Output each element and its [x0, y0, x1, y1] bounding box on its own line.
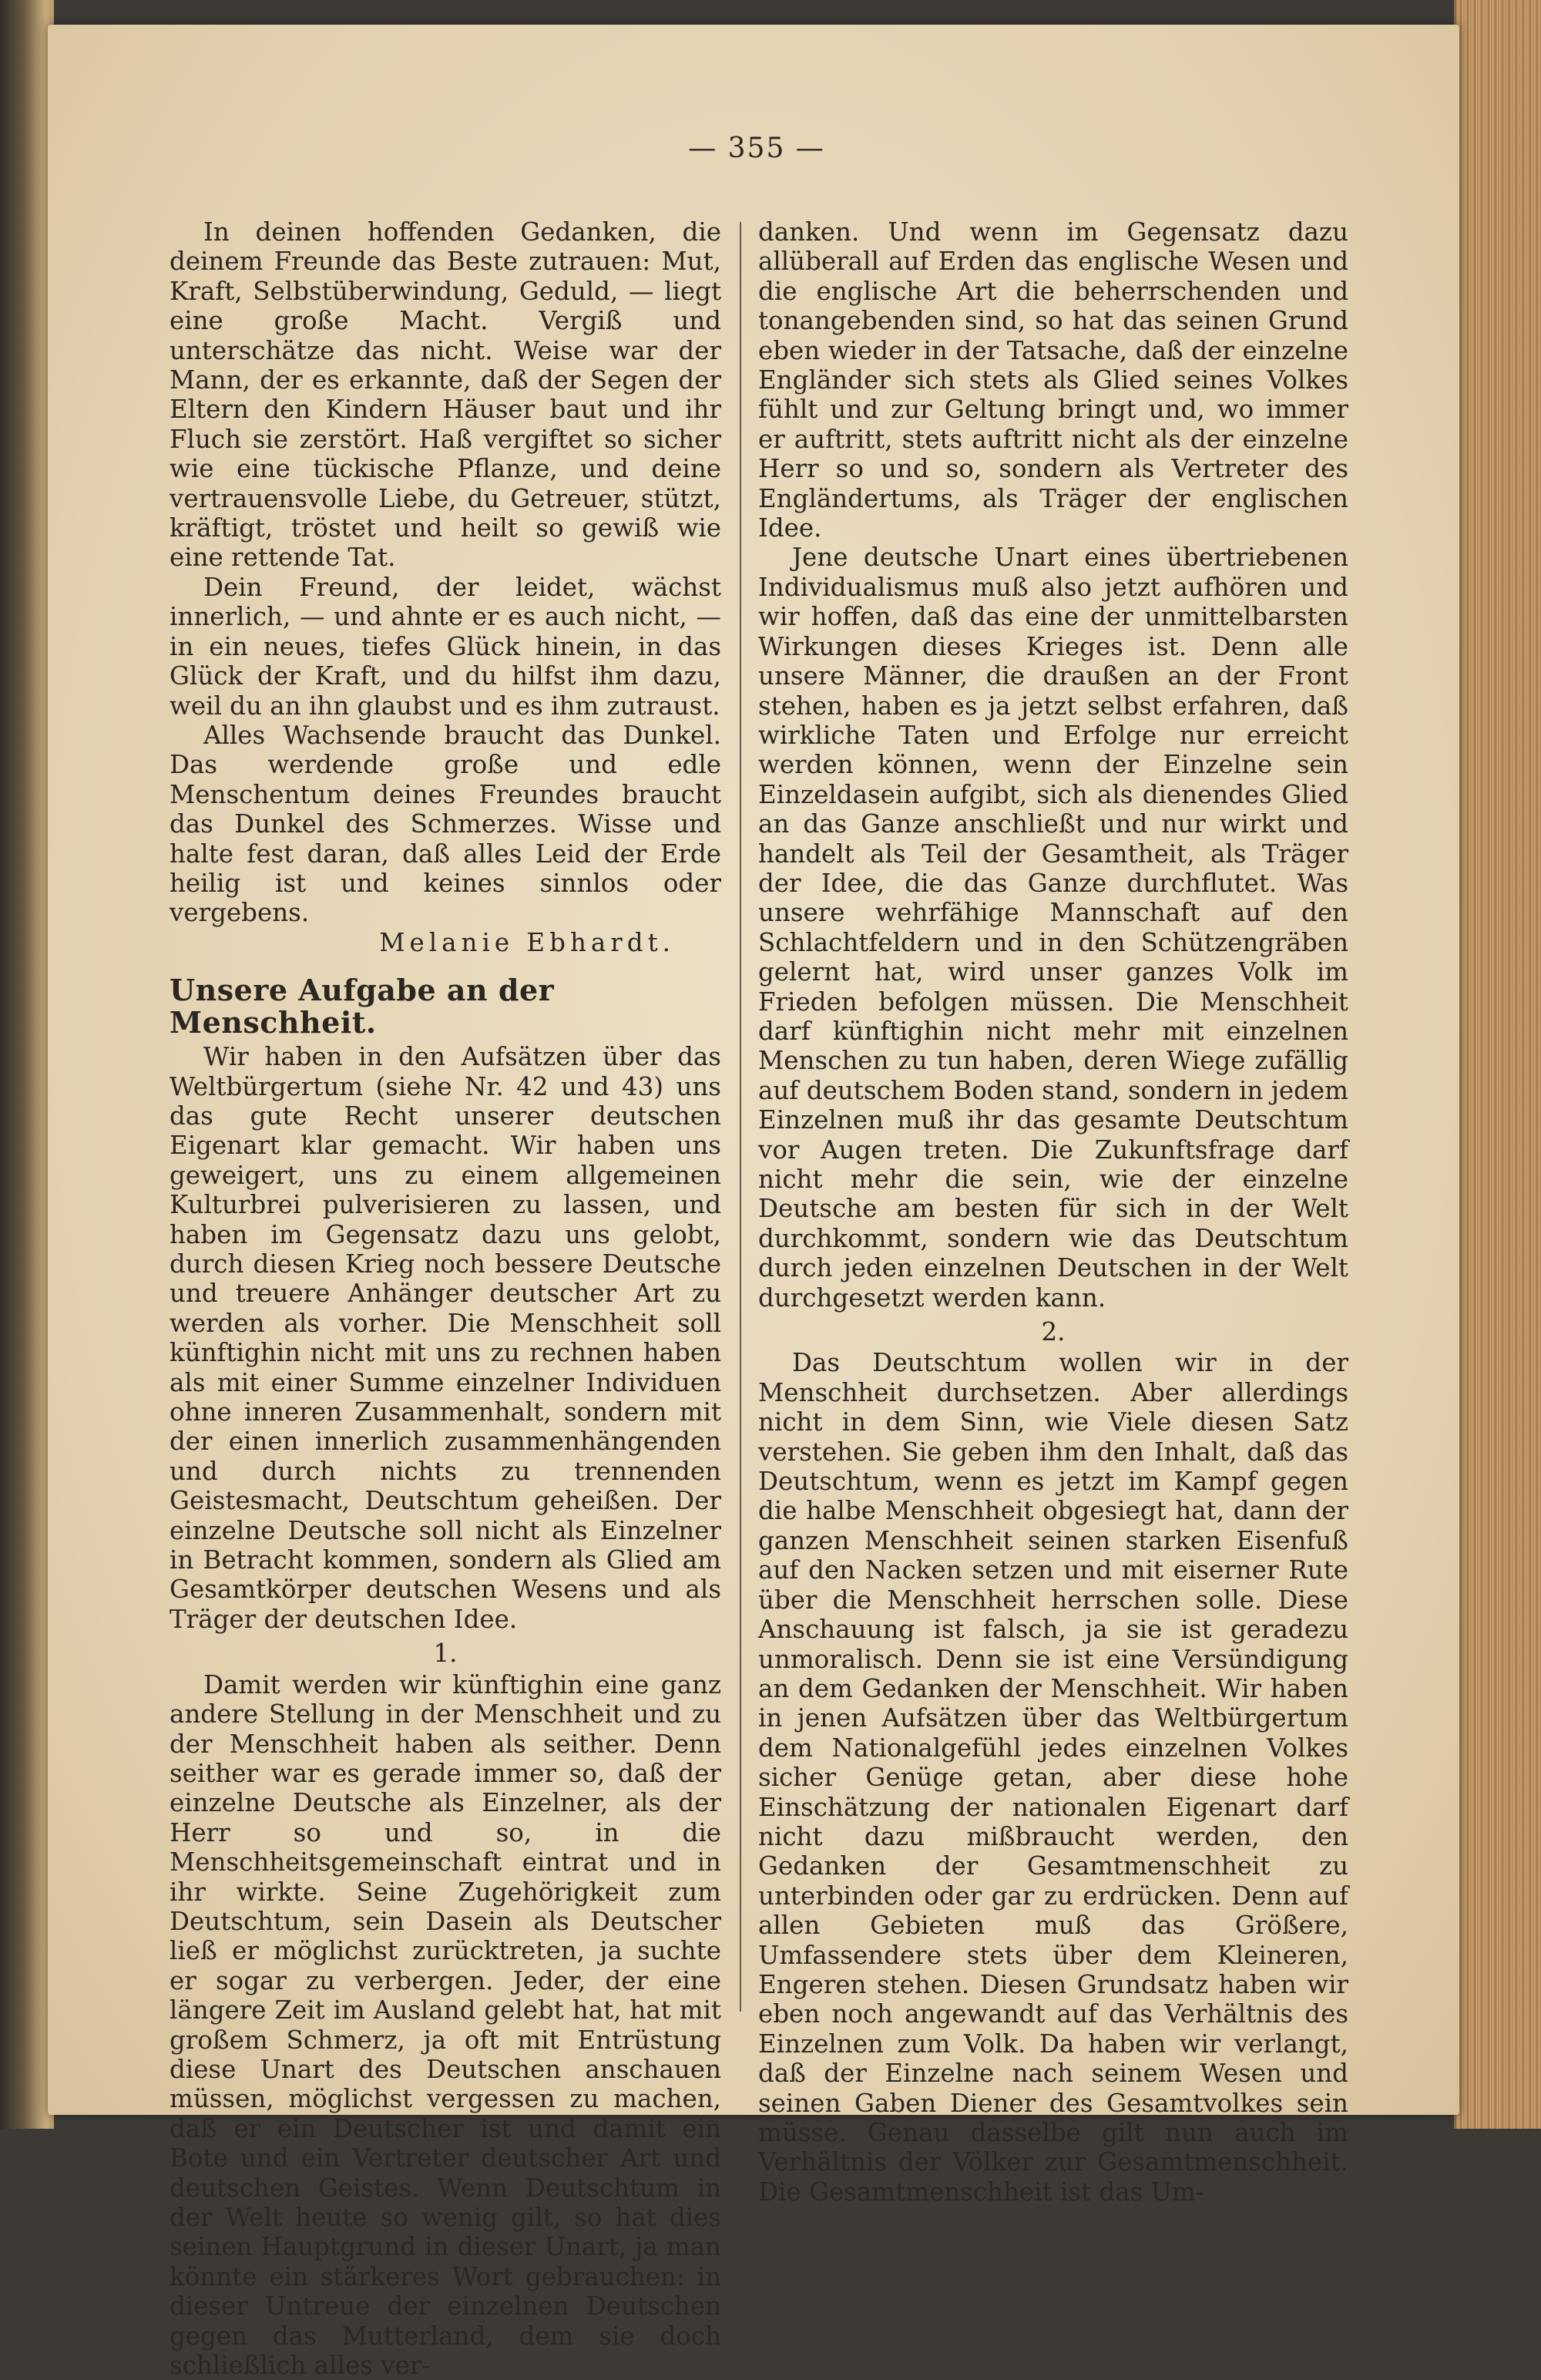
column-divider: [740, 222, 741, 2012]
right-column: [758, 217, 1348, 2207]
section-number: 2.: [1041, 1317, 1066, 1347]
paragraph: danken. Und wenn im Gegensatz dazu allüberall auf Erden das englische Wesen und die englische Art die beherrschenden und tonangebenden sind, so hat das seinen Grund eben wieder in der Tatsache, daß der einzelne Engländer sich stets als Glied seines Volkes fühlt und zur Geltung bringt und, wo immer er auftritt, stets auftritt nicht als der einzelne Herr so und so, sondern als Vertreter des Engländertums, als Träger der englischen Idee.: [758, 217, 1348, 543]
paragraph: Damit werden wir künftighin eine ganz andere Stellung in der Menschheit und zu der Menschheit haben als seither. Denn seither war es gerade immer so, daß der einzelne Deutsche als Einzelner, als der Herr so und so, in die Menschheitsgemeinschaft eintrat und in ihr wirkte. Seine Zugehörigkeit zum Deutschtum, sein Dasein als Deutscher ließ er möglichst zurücktreten, ja suchte er sogar zu verbergen. Jeder, der eine längere Zeit im Ausland gelebt hat, hat mit großem Schmerz, ja oft mit Entrüstung diese Unart des Deutschen anschauen müssen, möglichst vergessen zu machen, daß er ein Deutscher ist und damit ein Bote und ein Vertreter deutscher Art und deutschen Geistes. Wenn Deutschtum in der Welt heute so wenig gilt, so hat dies seinen Hauptgrund in dieser Unart, ja man könnte ein stärkeres Wort gebrauchen: in dieser Untreue der einzelnen Deutschen gegen das Mutterland, dem sie doch schließlich alles ver-: [170, 1669, 721, 2380]
paragraph: Wir haben in den Aufsätzen über das Weltbürgertum (siehe Nr. 42 und 43) uns das gute Recht unserer deutschen Eigenart klar gemacht. Wir haben uns geweigert, uns zu einem allgemeinen Kulturbrei pulverisieren zu lassen, und haben im Gegensatz dazu uns gelobt, durch diesen Krieg noch bessere Deutsche und treuere Anhänger deutscher Art zu werden als vorher. Die Menschheit soll künftighin nicht mit uns zu rechnen haben als mit einer Summe einzelner Individuen ohne inneren Zusammenhalt, sondern mit der einen innerlich zusammenhängenden und durch nichts zu trennenden Geistesmacht, Deutschtum geheißen. Der einzelne Deutsche soll nicht als Einzelner in Betracht kommen, sondern als Glied am Gesamtkörper deutschen Wesens und als Träger der deutschen Idee.: [170, 1042, 721, 1634]
paragraph: Jene deutsche Unart eines übertriebenen Individualismus muß also jetzt aufhören und wir hoffen, daß das eine der unmittelbarsten Wirkungen dieses Krieges ist. Denn alle unsere Männer, die draußen an der Front stehen, haben es ja jetzt selbst erfahren, daß wirkliche Taten und Erfolge nur erreicht werden können, wenn der Einzelne sein Einzeldasein aufgibt, sich als dienendes Glied an das Ganze anschließt und nur wirkt und handelt als Teil der Gesamtheit, als Träger der Idee, die das Ganze durchflutet. Was unsere wehrfähige Mannschaft auf den Schlachtfeldern und in den Schützengräben gelernt hat, wird unser ganzes Volk im Frieden befolgen müssen. Die Menschheit darf künftighin nicht mehr mit einzelnen Menschen zu tun haben, deren Wiege zufällig auf deutschem Boden stand, sondern in jedem Einzelnen muß ihr das gesamte Deutschtum vor Augen treten. Die Zukunftsfrage darf nicht mehr die sein, wie der einzelne Deutsche am besten für sich in der Welt durchkommt, sondern wie das Deutschtum durch jeden einzelnen Deutschen in der Welt durchgesetzt werden kann.: [758, 543, 1348, 1313]
page-number: — 355 —: [688, 133, 825, 164]
article-heading: Unsere Aufgabe an der Menschheit.: [170, 973, 555, 1040]
author-signature: Melanie Ebhardt.: [379, 927, 675, 957]
paragraph: Alles Wachsende braucht das Dunkel. Das werdende große und edle Menschentum deines Freundes braucht das Dunkel des Schmerzes. Wisse und halte fest daran, daß alles Leid der Erde heilig ist und keines sinnlos oder vergebens.: [170, 720, 721, 928]
book-page-stack: [1454, 0, 1541, 2129]
paragraph: Dein Freund, der leidet, wächst innerlich, — und ahnte er es auch nicht, — in ein neues, tiefes Glück hinein, in das Glück der Kraft, und du hilfst ihm dazu, weil du an ihn glaubst und es ihm zutraust.: [170, 572, 721, 721]
section-number: 1.: [433, 1639, 458, 1669]
paragraph: In deinen hoffenden Gedanken, die deinem Freunde das Beste zutrauen: Mut, Kraft, Selbstüberwindung, Geduld, — liegt eine große Macht. Vergiß und unterschätze das nicht. Weise war der Mann, der es erkannte, daß der Segen der Eltern den Kindern Häuser baut und ihr Fluch sie zerstört. Haß vergiftet so sicher wie eine tückische Pflanze, und deine vertrauensvolle Liebe, du Getreuer, stützt, kräftigt, tröstet und heilt so gewiß wie eine rettende Tat.: [170, 217, 721, 573]
book-left-edge: [0, 0, 54, 2129]
paragraph: Das Deutschtum wollen wir in der Menschheit durchsetzen. Aber allerdings nicht in dem Sinn, wie Viele diesen Satz verstehen. Sie geben ihm den Inhalt, daß das Deutschtum, wenn es jetzt im Kampf gegen die halbe Menschheit obgesiegt hat, dann der ganzen Menschheit seinen starken Eisenfuß auf den Nacken setzen und mit eiserner Rute über die Menschheit herrschen solle. Diese Anschauung ist falsch, ja sie ist geradezu unmoralisch. Denn sie ist eine Versündigung an dem Gedanken der Menschheit. Wir haben in jenen Aufsätzen über das Weltbürgertum dem Nationalgefühl jedes einzelnen Volkes sicher Genüge getan, aber diese hohe Einschätzung der nationalen Eigenart darf nicht dazu mißbraucht werden, den Gedanken der Gesamtmenschheit zu unterbinden oder gar zu erdrücken. Denn auf allen Gebieten muß das Größere, Umfassendere stets über dem Kleineren, Engeren stehen. Diesen Grundsatz haben wir eben noch angewandt auf das Verhältnis des Einzelnen zum Volk. Da haben wir verlangt, daß der Einzelne nach seinem Wesen und seinen Gaben Diener des Gesamtvolkes sein müsse. Genau dasselbe gilt nun auch im Verhältnis der Völker zur Gesamtmenschheit. Die Gesamtmenschheit ist das Um-: [758, 1348, 1348, 2207]
left-column: [170, 217, 721, 2380]
book-page: [48, 25, 1459, 2380]
